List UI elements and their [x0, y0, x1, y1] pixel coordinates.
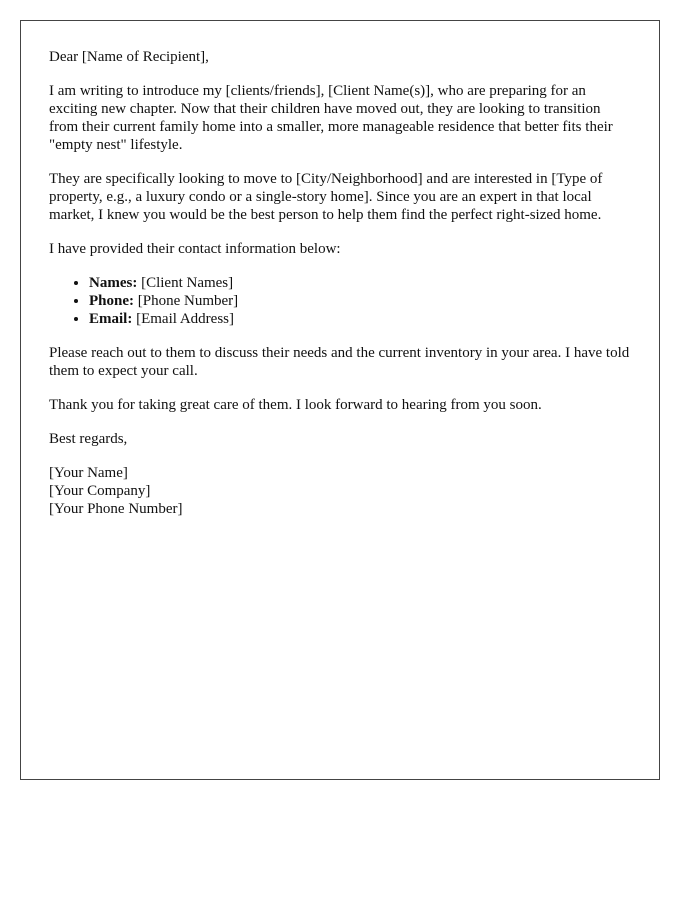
signature-name: [Your Name]	[49, 465, 128, 481]
list-item	[89, 310, 631, 328]
contact-list	[49, 274, 631, 328]
contact-value-phone: [Phone Number]	[134, 293, 239, 309]
contact-label-email: Email:	[89, 311, 133, 327]
location-paragraph: They are specifically looking to move to [City/Neighborhood] and are interested in [Type of property, e.g., a luxury condo or a single-story home]. Since you are an expert in that local market, I knew you would be the best person to help them find the perfect right-sized home.	[49, 171, 603, 223]
signature-company: [Your Company]	[49, 483, 151, 499]
greeting: Dear [Name of Recipient],	[49, 49, 209, 65]
thanks-paragraph: Thank you for taking great care of them. I look forward to hearing from you soon.	[49, 397, 542, 413]
contact-lead-paragraph: I have provided their contact information below:	[49, 241, 341, 257]
contact-label-phone: Phone:	[89, 293, 134, 309]
letter-page	[20, 20, 660, 780]
reach-out-paragraph: Please reach out to them to discuss their needs and the current inventory in your area. I have told them to expect your call.	[49, 345, 630, 379]
signature-block	[49, 464, 631, 518]
closing: Best regards,	[49, 431, 128, 447]
list-item	[89, 292, 631, 310]
contact-value-names: [Client Names]	[137, 275, 234, 291]
contact-value-email: [Email Address]	[132, 311, 234, 327]
signature-phone: [Your Phone Number]	[49, 501, 183, 517]
contact-label-names: Names:	[89, 275, 138, 291]
intro-paragraph: I am writing to introduce my [clients/friends], [Client Name(s)], who are preparing for an exciting new chapter. Now that their children have moved out, they are looking to transition from their current family home into a smaller, more manageable residence that better fits their "empty nest" lifestyle.	[49, 83, 613, 153]
list-item	[89, 274, 631, 292]
